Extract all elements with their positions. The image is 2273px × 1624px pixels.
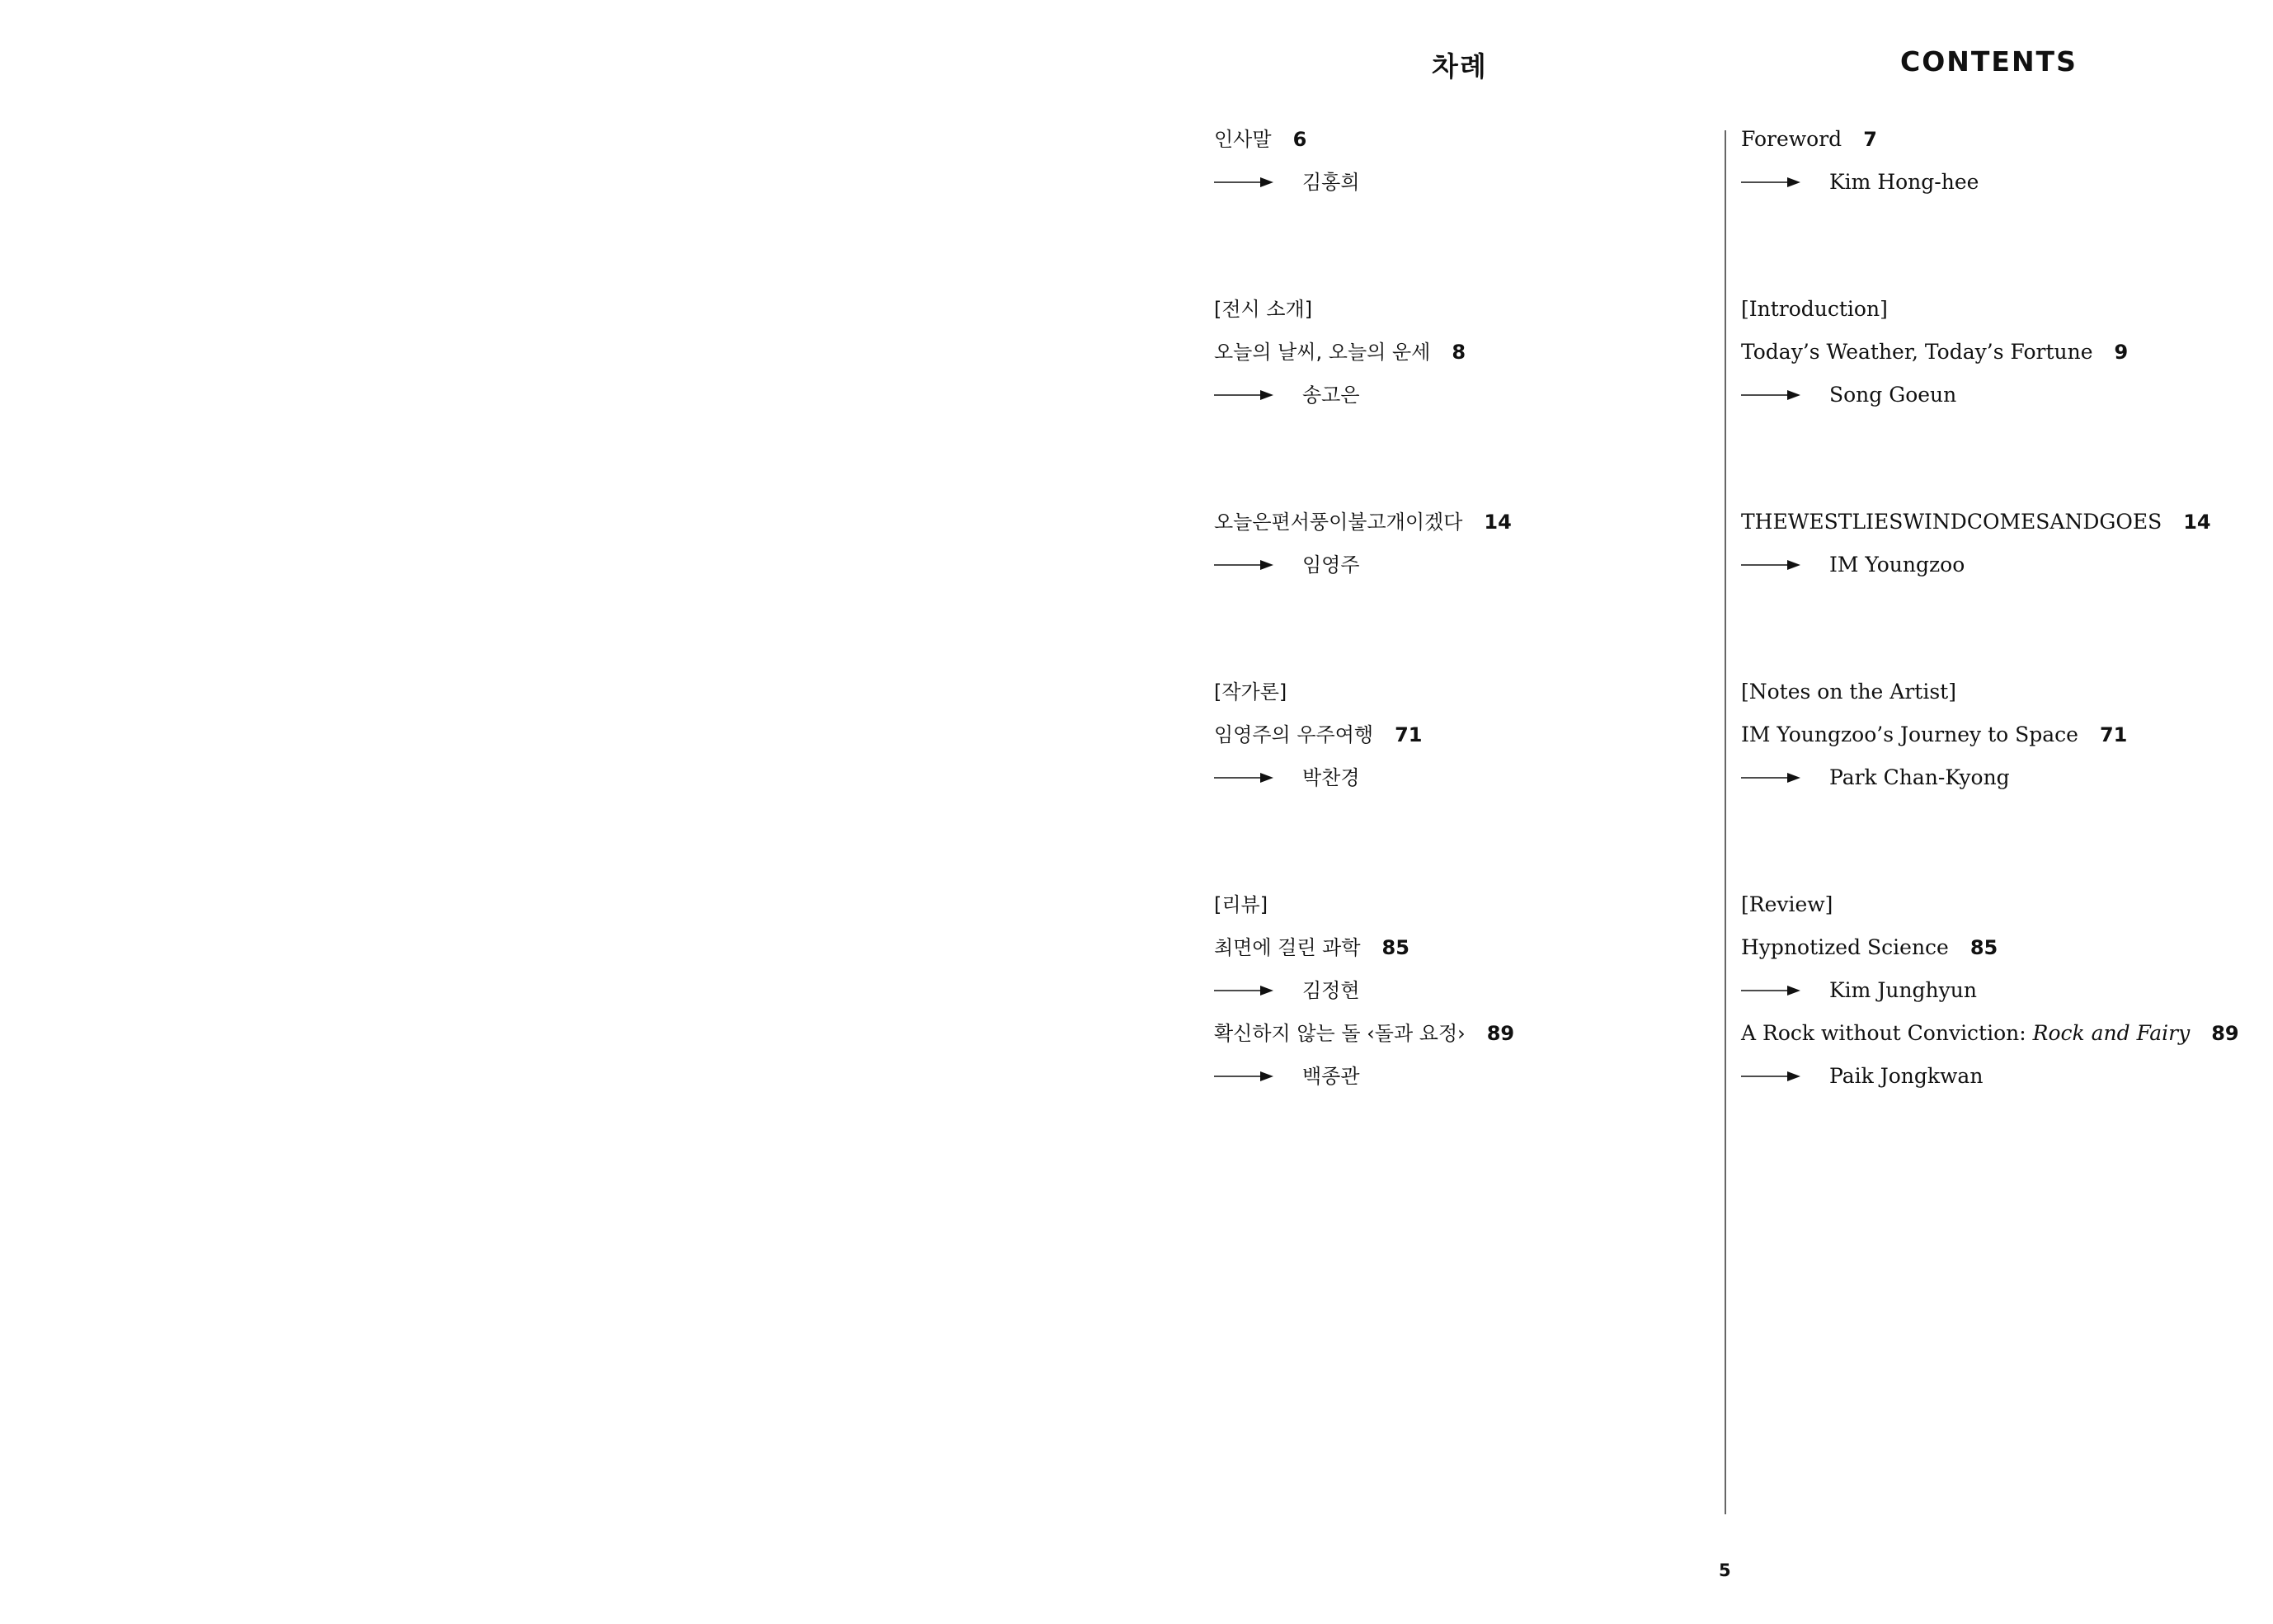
toc-entry-intro[interactable] <box>1214 331 1701 374</box>
arrow-right-icon <box>1214 1071 1273 1082</box>
author-line <box>1214 969 1701 1012</box>
author-line <box>1741 374 2269 417</box>
entry-author: IM Youngzoo <box>1829 553 1965 577</box>
page-number: 8 <box>1452 341 1466 364</box>
author-line <box>1214 161 1701 204</box>
page-number: 85 <box>1969 936 1998 959</box>
entry-author: 임영주 <box>1302 553 1360 577</box>
toc-entry-foreword[interactable] <box>1214 118 1701 161</box>
author-line <box>1741 756 2269 799</box>
entry-author: 김정현 <box>1302 979 1360 1002</box>
entry-title: 확신하지 않는 돌 ‹돌과 요정› <box>1214 1022 1466 1045</box>
page-number: 89 <box>2211 1022 2239 1045</box>
arrow-right-icon <box>1214 985 1273 996</box>
section-label: [작가론] <box>1214 680 1287 704</box>
toc-entry-foreword[interactable] <box>1741 118 2269 161</box>
entry-author: 백종관 <box>1302 1065 1360 1088</box>
entry-title: 인사말 <box>1214 128 1272 151</box>
page-number: 71 <box>2099 723 2128 746</box>
entry-title: Foreword <box>1741 127 1842 151</box>
arrow-right-icon <box>1741 772 1800 784</box>
contents-heading-english: CONTENTS <box>1900 45 2078 78</box>
entry-author: Kim Hong-hee <box>1829 170 1979 194</box>
toc-entry-artist[interactable] <box>1741 713 2269 756</box>
toc-korean-column <box>1214 118 1701 1098</box>
entry-author: Paik Jongkwan <box>1829 1064 1984 1088</box>
arrow-right-icon <box>1214 772 1273 784</box>
arrow-right-icon <box>1214 559 1273 571</box>
section-label: [리뷰] <box>1214 893 1268 916</box>
page-number: 6 <box>1292 128 1307 151</box>
author-line <box>1741 1055 2269 1098</box>
author-line <box>1741 969 2269 1012</box>
entry-author: Kim Junghyun <box>1829 978 1977 1002</box>
entry-title: 오늘은편서풍이불고개이겠다 <box>1214 511 1463 534</box>
entry-title: 최면에 걸린 과학 <box>1214 936 1361 959</box>
toc-english-column <box>1741 118 2269 1098</box>
toc-entry-review-2[interactable] <box>1214 1012 1701 1055</box>
toc-entry-review-1[interactable] <box>1741 926 2269 969</box>
entry-title: THEWESTLIESWINDCOMESANDGOES <box>1741 510 2162 534</box>
arrow-right-icon <box>1741 389 1800 401</box>
author-line <box>1741 161 2269 204</box>
entry-author: Park Chan-Kyong <box>1829 765 2010 789</box>
arrow-right-icon <box>1214 177 1273 188</box>
entry-title: 오늘의 날씨, 오늘의 운세 <box>1214 341 1431 364</box>
contents-heading-korean: 차례 <box>1432 50 1488 82</box>
arrow-right-icon <box>1214 389 1273 401</box>
page-number: 85 <box>1381 936 1409 959</box>
entry-author: 송고은 <box>1302 384 1360 407</box>
entry-title: 임영주의 우주여행 <box>1214 723 1374 746</box>
toc-entry-review-1[interactable] <box>1214 926 1701 969</box>
page-number: 89 <box>1486 1022 1515 1045</box>
entry-title: Hypnotized Science <box>1741 935 1949 959</box>
column-divider <box>1725 130 1726 1514</box>
author-line <box>1741 544 2269 586</box>
toc-entry-intro[interactable] <box>1741 331 2269 374</box>
author-line <box>1214 1055 1701 1098</box>
entry-title: IM Youngzoo’s Journey to Space <box>1741 723 2078 746</box>
entry-title-prefix: A Rock without Conviction: <box>1741 1021 2033 1045</box>
author-line <box>1214 544 1701 586</box>
page-number: 14 <box>2183 511 2211 534</box>
page-number: 9 <box>2114 341 2129 364</box>
section-label: [Notes on the Artist] <box>1741 680 1956 704</box>
page-number-footer: 5 <box>1719 1560 1731 1580</box>
section-label: [전시 소개] <box>1214 298 1313 321</box>
arrow-right-icon <box>1741 559 1800 571</box>
section-label: [Introduction] <box>1741 297 1888 321</box>
entry-title-italic: Rock and Fairy <box>2032 1021 2191 1045</box>
page-number: 71 <box>1395 723 1423 746</box>
page-number: 14 <box>1484 511 1512 534</box>
arrow-right-icon <box>1741 1071 1800 1082</box>
entry-author: Song Goeun <box>1829 383 1957 407</box>
page-number: 7 <box>1863 128 1877 151</box>
entry-title: Today’s Weather, Today’s Fortune <box>1741 340 2093 364</box>
toc-entry-artist[interactable] <box>1214 713 1701 756</box>
toc-entry-exhibition[interactable] <box>1214 501 1701 544</box>
arrow-right-icon <box>1741 177 1800 188</box>
toc-entry-review-2[interactable] <box>1741 1012 2269 1055</box>
arrow-right-icon <box>1741 985 1800 996</box>
section-label: [Review] <box>1741 892 1833 916</box>
entry-author: 김홍희 <box>1302 171 1360 194</box>
toc-entry-exhibition[interactable] <box>1741 501 2269 544</box>
entry-author: 박찬경 <box>1302 766 1360 789</box>
author-line <box>1214 756 1701 799</box>
author-line <box>1214 374 1701 417</box>
